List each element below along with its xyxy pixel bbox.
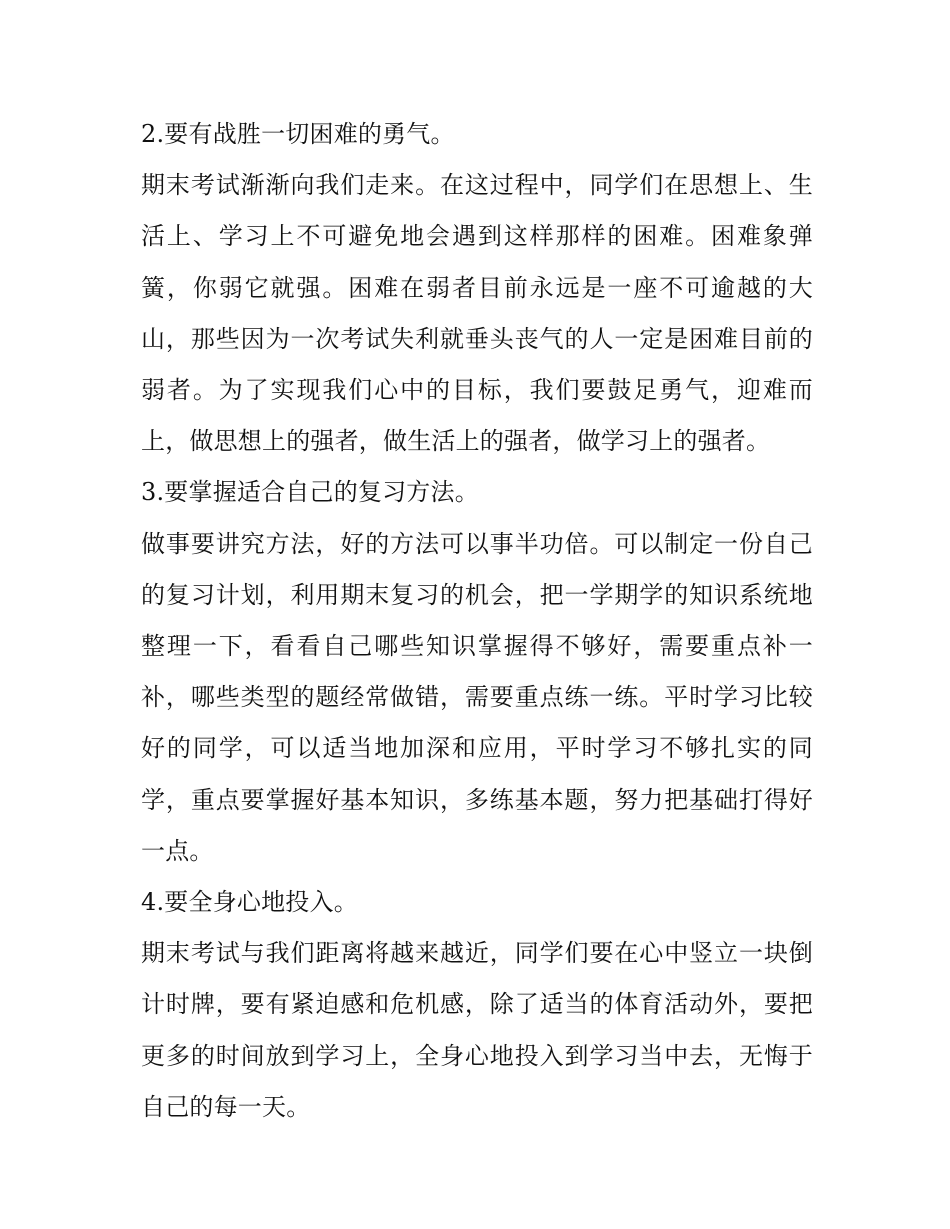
section-paragraph-2: 期末考试渐渐向我们走来。在这过程中，同学们在思想上、生活上、学习上不可避免地会遇到这样那样的困难。困难象弹簧，你弱它就强。困难在弱者目前永远是一座不可逾越的大山，那些因为一次考试失利就垂头丧气的人一定是困难目前的弱者。为了实现我们心中的目标，我们要鼓足勇气，迎难而上，做思想上的强者，做生活上的强者，做学习上的强者。 [141,171,813,456]
section-paragraph-4: 期末考试与我们距离将越来越近，同学们要在心中竖立一块倒计时牌，要有紧迫感和危机感，除了适当的体育活动外，要把更多的时间放到学习上，全身心地投入到学习当中去，无悔于自己的每一天。 [141,939,813,1121]
section-paragraph-3: 做事要讲究方法，好的方法可以事半功倍。可以制定一份自己的复习计划，利用期末复习的机会，把一学期学的知识系统地整理一下，看看自己哪些知识掌握得不够好，需要重点补一补，哪些类型的题经常做错，需要重点练一练。平时学习比较好的同学，可以适当地加深和应用，平时学习不够扎实的同学，重点要掌握好基本知识，多练基本题，努力把基础打得好一点。 [141,529,813,865]
section-heading-2: 2.要有战胜一切困难的勇气。 [141,120,455,148]
section-heading-4: 4.要全身心地投入。 [141,888,358,917]
section-heading-3: 3.要掌握适合自己的复习方法。 [141,478,479,507]
document-body [141,109,813,1133]
